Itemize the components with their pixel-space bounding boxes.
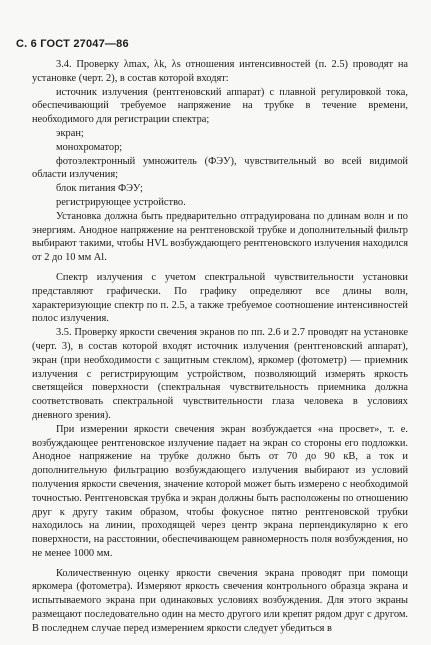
paragraph-calibration: Установка должна быть предварительно отградуирована по длинам волн и по энергиям. Анодное напряжение на рентгеновской трубке и дополнительный фильтр выбирают такими, чтобы HVL возбуждающего рентгеновского излучения находился от 2 до 10 мм Al.: [32, 210, 408, 264]
list-item-monochromator: монохроматор;: [56, 141, 123, 153]
page-number: С. 6: [16, 38, 37, 50]
list-item-source: источник излучения (рентгеновский аппарат) с плавной регулировкой тока, обеспечивающий требуемое напряжение на трубке в течение времени, необходимого для регистрации спектра;: [32, 86, 408, 126]
page-header: [16, 38, 129, 50]
paragraph-quantitative: Количественную оценку яркости свечения экрана проводят при помощи яркомера (фотометра). Измеряют яркость свечения контрольного образца экрана и испытываемого экрана при одинаковых условиях возбуждения. Для этого экраны размещают последовательно один на место другого или крепят рядом друг с другом. В последнем случае перед измерением яркости следует убедиться в: [32, 567, 408, 634]
paragraph-3-4: 3.4. Проверку λmax, λk, λs отношения интенсивностей (п. 2.5) проводят на установке (черт. 2), в состав которой входят:: [32, 59, 408, 84]
paragraph-excitation: При измерении яркости свечения экран возбуждается «на просвет», т. е. возбуждающее рентгеновское излучение падает на экран со стороны его подложки. Анодное напряжение на трубке должно быть от 70 до 90 кВ, а ток и дополнительную фильтрацию возбуждающего излучения выбирают из условий получения яркости свечения, значение которой может быть измерено с необходимой точностью. Рентгеновская трубка и экран должны быть расположены по отношению друг к другу таким образом, чтобы фокусное пятно рентгеновской трубки находилось на линии, проходящей через центр экрана перпендикулярно к его поверхности, на расстоянии, обеспечивающем равномерность поля возбуждения, но не менее 1000 мм.: [32, 423, 408, 559]
list-item-power-supply: блок питания ФЭУ;: [56, 183, 143, 195]
list-item-recorder: регистрирующее устройство.: [56, 196, 186, 208]
list-item-screen: экран;: [56, 127, 84, 139]
paragraph-3-5: 3.5. Проверку яркости свечения экранов по пп. 2.6 и 2.7 проводят на установке (черт. 3), в состав которой входят источник излучения (рентгеновский аппарат), экран (при необходимости с защитным стеклом), яркомер (фотометр) — приемник излучения с регистрирующим устройством, позволяющий измерять яркость светящейся поверхности (спектральная чувствительность приемника должна соответствовать спектральной чувствительности глаза человека в условиях дневного зрения).: [32, 327, 408, 421]
list-item-pmt: фотоэлектронный умножитель (ФЭУ), чувствительный во всей видимой области излучения;: [32, 155, 408, 181]
paragraph-spectrum: Спектр излучения с учетом спектральной чувствительности установки представляют графически. По графику определяют все длины волн, характеризующие спектр по п. 2.5, а также требуемое соотношение интенсивностей полос излучения.: [32, 271, 408, 325]
document-body: [32, 58, 408, 636]
document-code: ГОСТ 27047—86: [40, 38, 129, 50]
